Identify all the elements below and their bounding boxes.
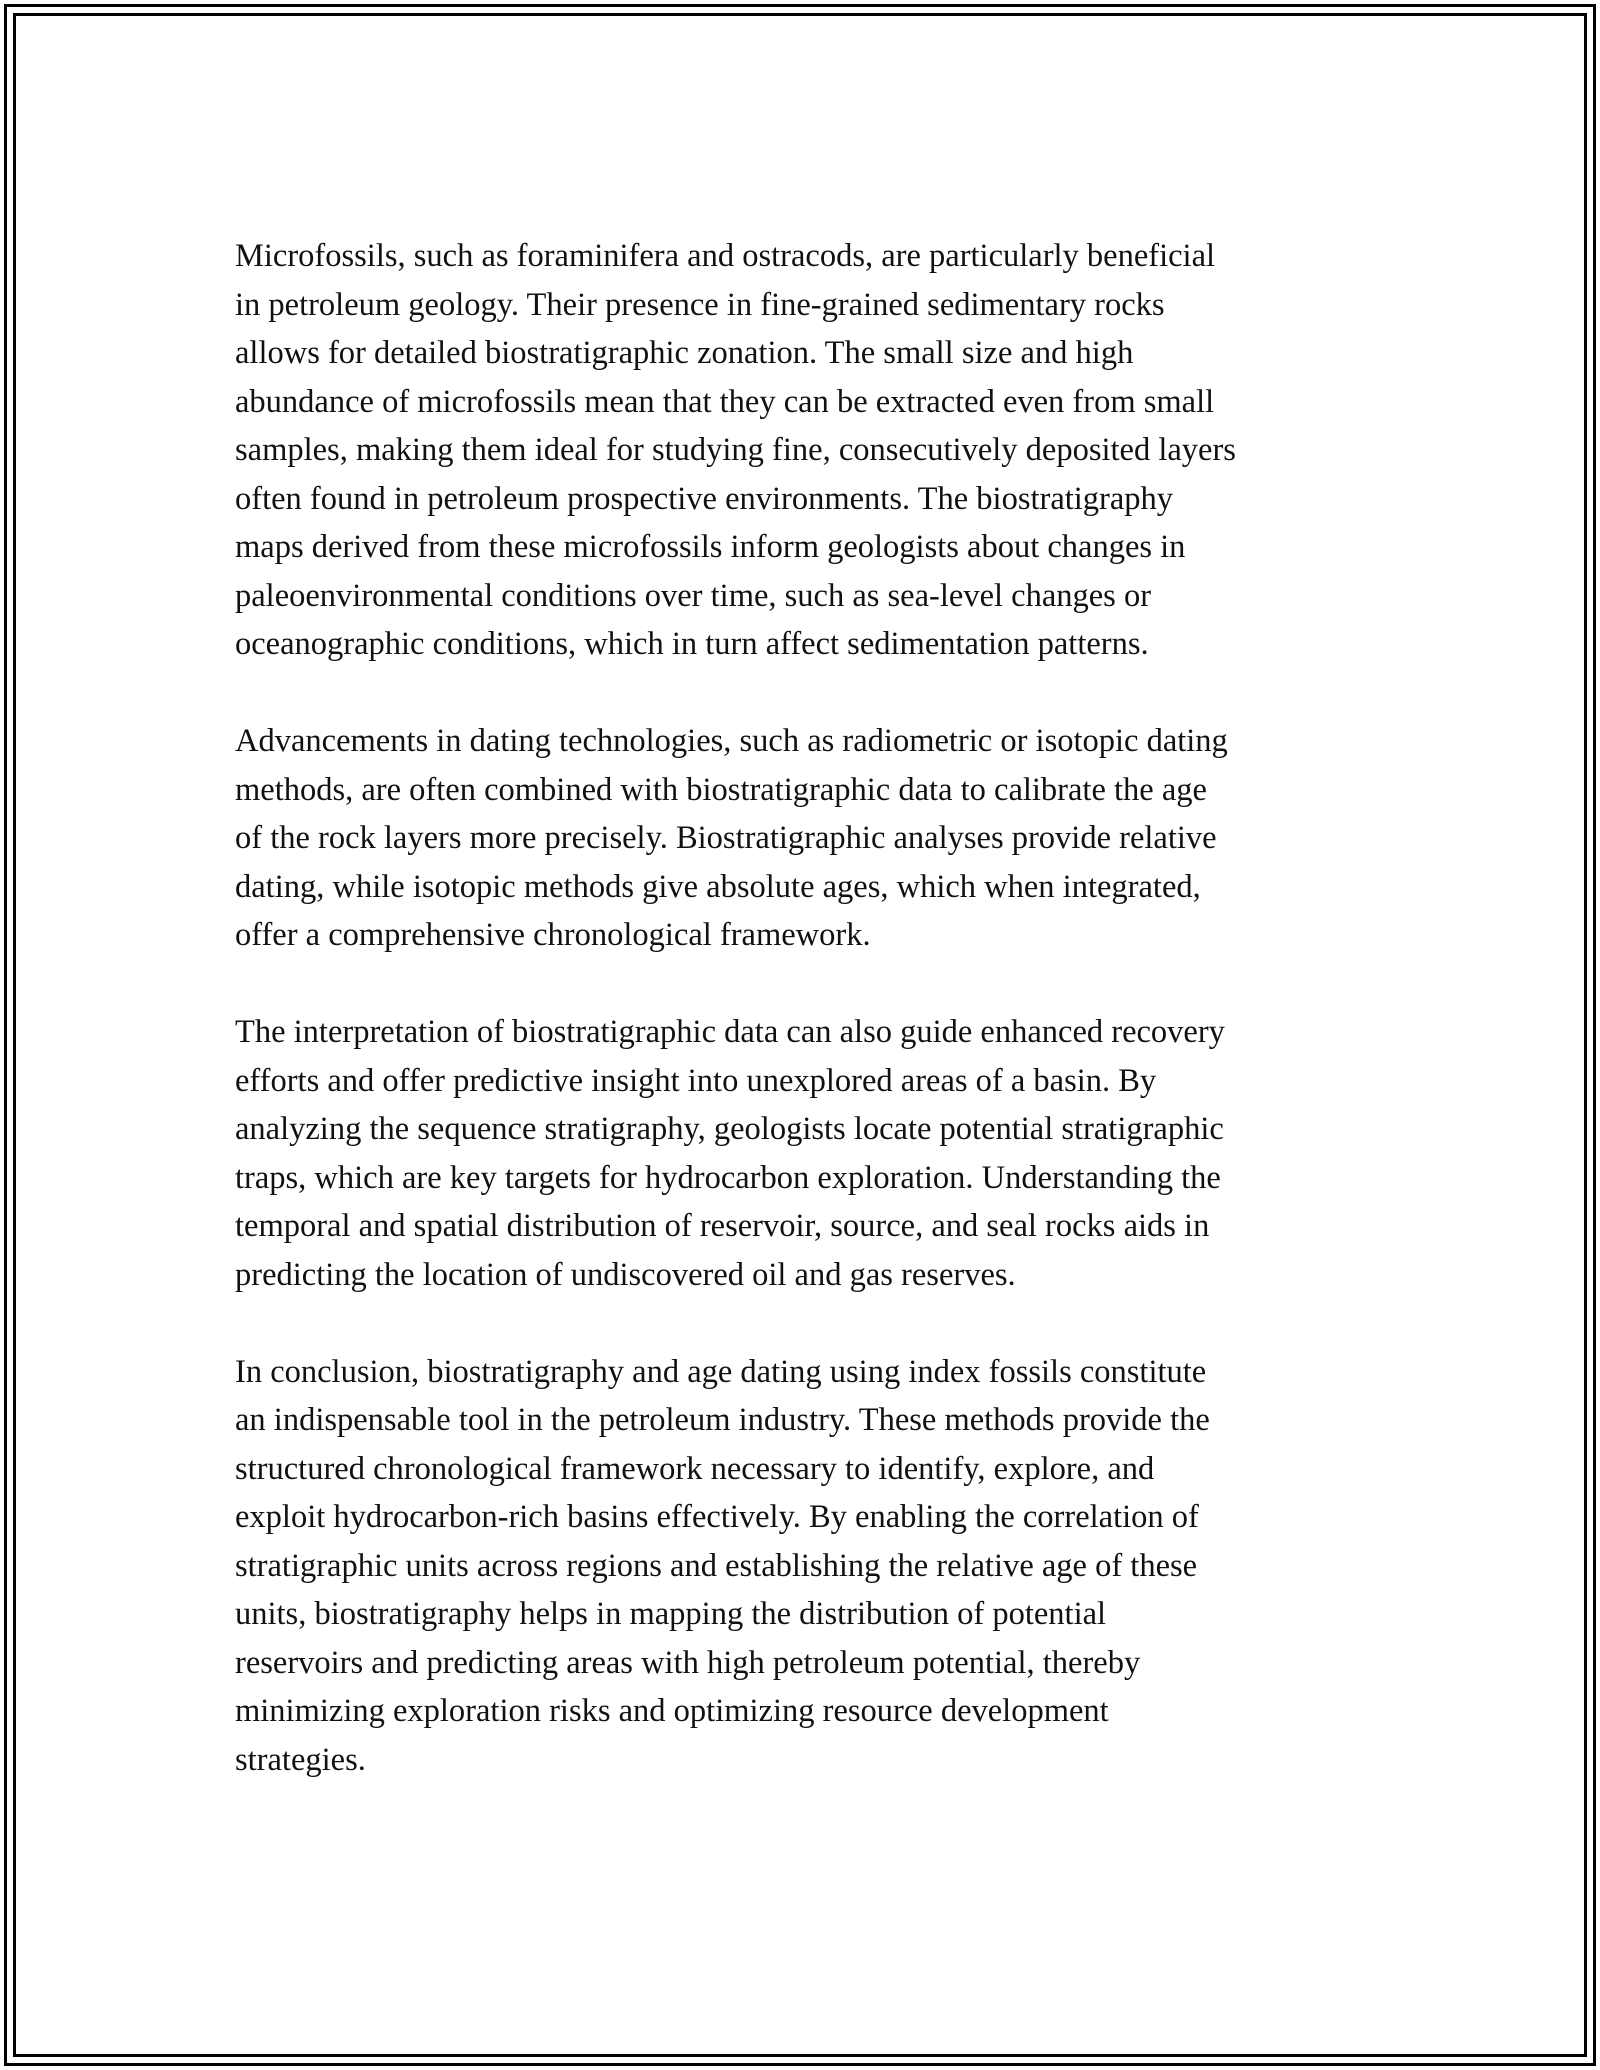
text-line: Microfossils, such as foraminifera and ostracods, are particularly beneficial (235, 238, 1216, 274)
text-line: of the rock layers more precisely. Biostratigraphic analyses provide relative (235, 820, 1217, 856)
paragraph-dating-technologies (235, 717, 1370, 960)
text-line: allows for detailed biostratigraphic zonation. The small size and high (235, 335, 1134, 371)
text-line: strategies. (235, 1741, 366, 1778)
text-line: offer a comprehensive chronological framework. (235, 917, 871, 953)
text-line: paleoenvironmental conditions over time, such as sea-level changes or (235, 577, 1152, 614)
text-line: in petroleum geology. Their presence in fine-grained sedimentary rocks (235, 286, 1165, 323)
text-line: reservoirs and predicting areas with high petroleum potential, thereby (235, 1644, 1141, 1681)
text-line: minimizing exploration risks and optimizing resource development (235, 1693, 1109, 1729)
text-line: stratigraphic units across regions and establishing the relative age of these (235, 1547, 1198, 1584)
text-line: methods, are often combined with biostratigraphic data to calibrate the age (235, 771, 1207, 808)
text-line: often found in petroleum prospective environments. The biostratigraphy (235, 480, 1174, 517)
text-line: predicting the location of undiscovered oil and gas reserves. (235, 1256, 1016, 1293)
text-line: an indispensable tool in the petroleum industry. These methods provide the (235, 1402, 1210, 1438)
text-line: oceanographic conditions, which in turn affect sedimentation patterns. (235, 626, 1149, 662)
text-line: The interpretation of biostratigraphic data can also guide enhanced recovery (235, 1014, 1225, 1050)
text-line: abundance of microfossils mean that they can be extracted even from small (235, 383, 1215, 420)
text-line: exploit hydrocarbon-rich basins effectively. By enabling the correlation of (235, 1499, 1199, 1535)
paragraph-microfossils (235, 232, 1370, 669)
text-line: traps, which are key targets for hydrocarbon exploration. Understanding the (235, 1159, 1221, 1196)
text-line: units, biostratigraphy helps in mapping the distribution of potential (235, 1596, 1107, 1632)
text-line: structured chronological framework necessary to identify, explore, and (235, 1450, 1155, 1487)
text-line: maps derived from these microfossils inform geologists about changes in (235, 529, 1186, 565)
text-line: In conclusion, biostratigraphy and age dating using index fossils constitute (235, 1353, 1207, 1390)
text-line: dating, while isotopic methods give absolute ages, which when integrated, (235, 868, 1201, 905)
document-body (235, 232, 1370, 1833)
text-line: samples, making them ideal for studying fine, consecutively deposited layers (235, 432, 1236, 468)
text-line: analyzing the sequence stratigraphy, geologists locate potential stratigraphic (235, 1111, 1224, 1147)
paragraph-interpretation (235, 1008, 1370, 1299)
text-line: temporal and spatial distribution of reservoir, source, and seal rocks aids in (235, 1208, 1210, 1244)
paragraph-conclusion (235, 1348, 1370, 1785)
text-line: efforts and offer predictive insight into unexplored areas of a basin. By (235, 1062, 1157, 1099)
text-line: Advancements in dating technologies, such as radiometric or isotopic dating (235, 723, 1228, 759)
